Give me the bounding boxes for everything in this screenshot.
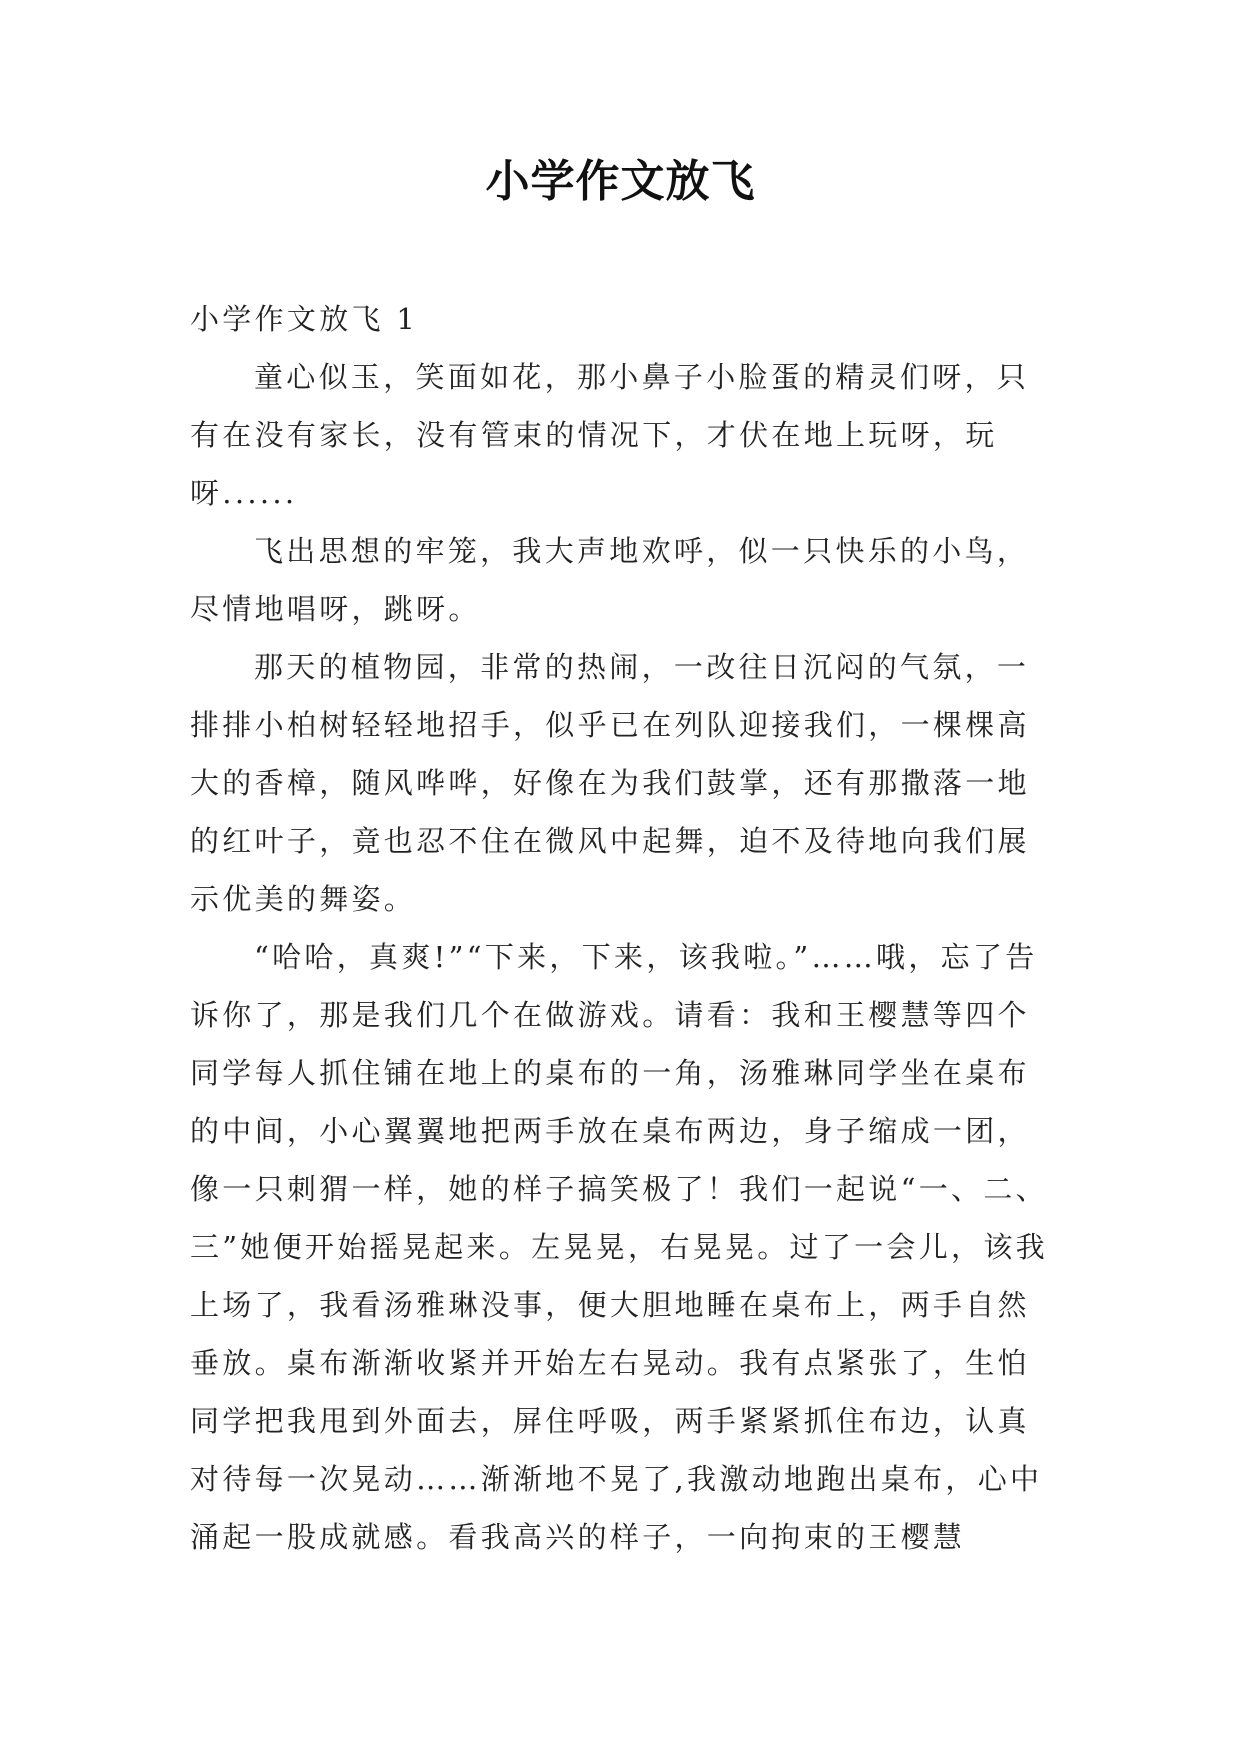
paragraph: 童心似玉，笑面如花，那小鼻子小脸蛋的精灵们呀，只有在没有家长，没有管束的情况下，才伏在地上玩呀，玩呀......	[190, 360, 1030, 510]
section-heading: 小学作文放飞 1	[190, 302, 419, 336]
paragraph: “哈哈，真爽!”“下来，下来，该我啦。”……哦，忘了告诉你了，那是我们几个在做游戏。请看：我和王樱慧等四个同学每人抓住铺在地上的桌布的一角，汤雅琳同学坐在桌布的中间，小心翼翼地把两手放在桌布两边，身子缩成一团，像一只刺猬一样，她的样子搞笑极了！我们一起说“一、二、三”她便开始摇晃起来。左晃晃，右晃晃。过了一会儿，该我上场了，我看汤雅琳没事，便大胆地睡在桌布上，两手自然垂放。桌布渐渐收紧并开始左右晃动。我有点紧张了，生怕同学把我甩到外面去，屏住呼吸，两手紧紧抓住布边，认真对待每一次晃动……渐渐地不晃了,我激动地跑出桌布，心中涌起一股成就感。看我高兴的样子，一向拘束的王樱慧	[190, 940, 1048, 1554]
paragraph: 那天的植物园，非常的热闹，一改往日沉闷的气氛，一排排小柏树轻轻地招手，似乎已在列队迎接我们，一棵棵高大的香樟，随风哗哗，好像在为我们鼓掌，还有那撒落一地的红叶子，竟也忍不住在微风中起舞，迫不及待地向我们展示优美的舞姿。	[190, 650, 1030, 916]
document-body	[190, 290, 1050, 1566]
page-title: 小学作文放飞	[485, 156, 756, 207]
paragraph: 飞出思想的牢笼，我大声地欢呼，似一只快乐的小鸟，尽情地唱呀，跳呀。	[190, 534, 1030, 626]
